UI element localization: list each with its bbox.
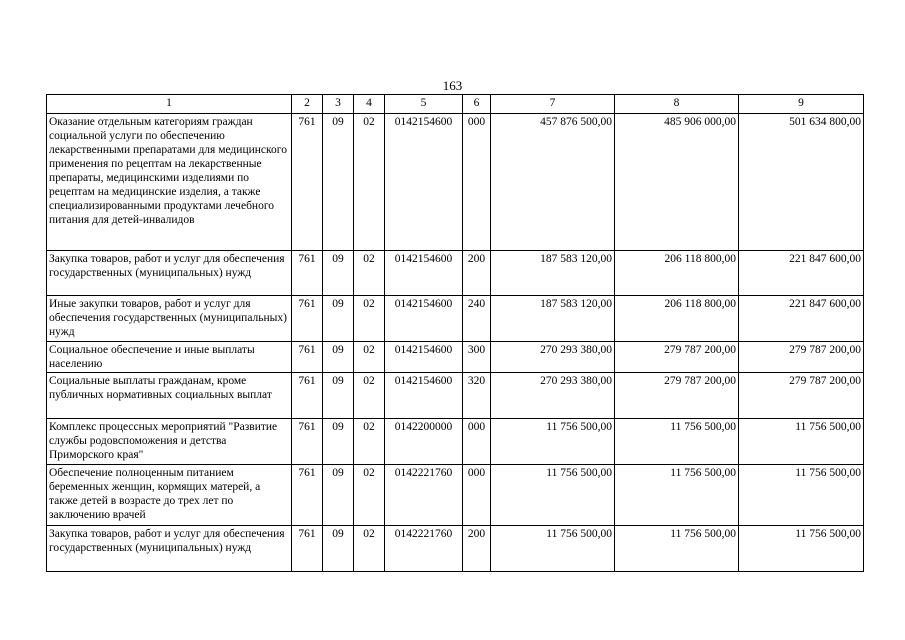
column-header: 4 — [354, 95, 385, 114]
code-cell: 02 — [354, 526, 385, 572]
code-cell: 240 — [463, 296, 491, 342]
code-cell: 0142154600 — [385, 373, 463, 419]
code-cell: 000 — [463, 419, 491, 465]
amount-cell: 457 876 500,00 — [491, 114, 615, 251]
amount-cell: 221 847 600,00 — [739, 251, 864, 296]
code-cell: 761 — [292, 465, 323, 526]
column-header: 1 — [47, 95, 292, 114]
code-cell: 761 — [292, 296, 323, 342]
amount-cell: 11 756 500,00 — [739, 526, 864, 572]
row-name: Обеспечение полноценным питанием беременных женщин, кормящих матерей, а также детей в возрасте до трех лет по заключению врачей — [47, 465, 292, 526]
column-header: 2 — [292, 95, 323, 114]
code-cell: 0142200000 — [385, 419, 463, 465]
column-header: 3 — [323, 95, 354, 114]
column-header: 5 — [385, 95, 463, 114]
code-cell: 02 — [354, 419, 385, 465]
amount-cell: 279 787 200,00 — [739, 342, 864, 373]
code-cell: 02 — [354, 251, 385, 296]
code-cell: 761 — [292, 419, 323, 465]
code-cell: 200 — [463, 251, 491, 296]
row-name: Социальные выплаты гражданам, кроме публичных нормативных социальных выплат — [47, 373, 292, 419]
amount-cell: 11 756 500,00 — [615, 465, 739, 526]
code-cell: 09 — [323, 251, 354, 296]
amount-cell: 279 787 200,00 — [615, 342, 739, 373]
code-cell: 000 — [463, 114, 491, 251]
table-row — [47, 114, 864, 251]
amount-cell: 501 634 800,00 — [739, 114, 864, 251]
code-cell: 09 — [323, 465, 354, 526]
amount-cell: 221 847 600,00 — [739, 296, 864, 342]
code-cell: 09 — [323, 114, 354, 251]
amount-cell: 11 756 500,00 — [491, 526, 615, 572]
header-row — [47, 95, 864, 114]
column-header: 9 — [739, 95, 864, 114]
amount-cell: 11 756 500,00 — [615, 526, 739, 572]
amount-cell: 187 583 120,00 — [491, 251, 615, 296]
code-cell: 761 — [292, 342, 323, 373]
amount-cell: 187 583 120,00 — [491, 296, 615, 342]
code-cell: 09 — [323, 373, 354, 419]
row-name: Оказание отдельным категориям граждан социальной услуги по обеспечению лекарственными препаратами для медицинского применения по рецептам на лекарственные препараты, медицинскими изделиями по рецептам на медицинские изделия, а также специализированными продуктами лечебного питания для детей-инвалидов — [47, 114, 292, 251]
code-cell: 000 — [463, 465, 491, 526]
table-row — [47, 465, 864, 526]
table-row — [47, 296, 864, 342]
code-cell: 320 — [463, 373, 491, 419]
table-row — [47, 251, 864, 296]
code-cell: 02 — [354, 373, 385, 419]
amount-cell: 270 293 380,00 — [491, 373, 615, 419]
column-header: 7 — [491, 95, 615, 114]
amount-cell: 206 118 800,00 — [615, 296, 739, 342]
code-cell: 0142154600 — [385, 342, 463, 373]
budget-table — [46, 94, 864, 572]
code-cell: 09 — [323, 296, 354, 342]
amount-cell: 279 787 200,00 — [739, 373, 864, 419]
row-name: Закупка товаров, работ и услуг для обеспечения государственных (муниципальных) нужд — [47, 251, 292, 296]
code-cell: 02 — [354, 342, 385, 373]
amount-cell: 11 756 500,00 — [615, 419, 739, 465]
table-row — [47, 342, 864, 373]
code-cell: 09 — [323, 526, 354, 572]
amount-cell: 270 293 380,00 — [491, 342, 615, 373]
code-cell: 761 — [292, 251, 323, 296]
code-cell: 761 — [292, 114, 323, 251]
code-cell: 0142221760 — [385, 526, 463, 572]
row-name: Иные закупки товаров, работ и услуг для обеспечения государственных (муниципальных) нужд — [47, 296, 292, 342]
code-cell: 300 — [463, 342, 491, 373]
row-name: Социальное обеспечение и иные выплаты населению — [47, 342, 292, 373]
row-name: Закупка товаров, работ и услуг для обеспечения государственных (муниципальных) нужд — [47, 526, 292, 572]
code-cell: 0142154600 — [385, 251, 463, 296]
table-row — [47, 526, 864, 572]
code-cell: 02 — [354, 465, 385, 526]
code-cell: 09 — [323, 342, 354, 373]
table-row — [47, 373, 864, 419]
code-cell: 0142154600 — [385, 296, 463, 342]
amount-cell: 11 756 500,00 — [739, 465, 864, 526]
page-number: 163 — [442, 78, 463, 93]
code-cell: 0142221760 — [385, 465, 463, 526]
amount-cell: 279 787 200,00 — [615, 373, 739, 419]
amount-cell: 11 756 500,00 — [739, 419, 864, 465]
table-row — [47, 419, 864, 465]
code-cell: 02 — [354, 296, 385, 342]
amount-cell: 11 756 500,00 — [491, 465, 615, 526]
code-cell: 761 — [292, 526, 323, 572]
code-cell: 09 — [323, 419, 354, 465]
code-cell: 02 — [354, 114, 385, 251]
code-cell: 200 — [463, 526, 491, 572]
code-cell: 0142154600 — [385, 114, 463, 251]
amount-cell: 206 118 800,00 — [615, 251, 739, 296]
column-header: 6 — [463, 95, 491, 114]
amount-cell: 11 756 500,00 — [491, 419, 615, 465]
amount-cell: 485 906 000,00 — [615, 114, 739, 251]
code-cell: 761 — [292, 373, 323, 419]
column-header: 8 — [615, 95, 739, 114]
row-name: Комплекс процессных мероприятий "Развитие службы родовспоможения и детства Приморского края" — [47, 419, 292, 465]
